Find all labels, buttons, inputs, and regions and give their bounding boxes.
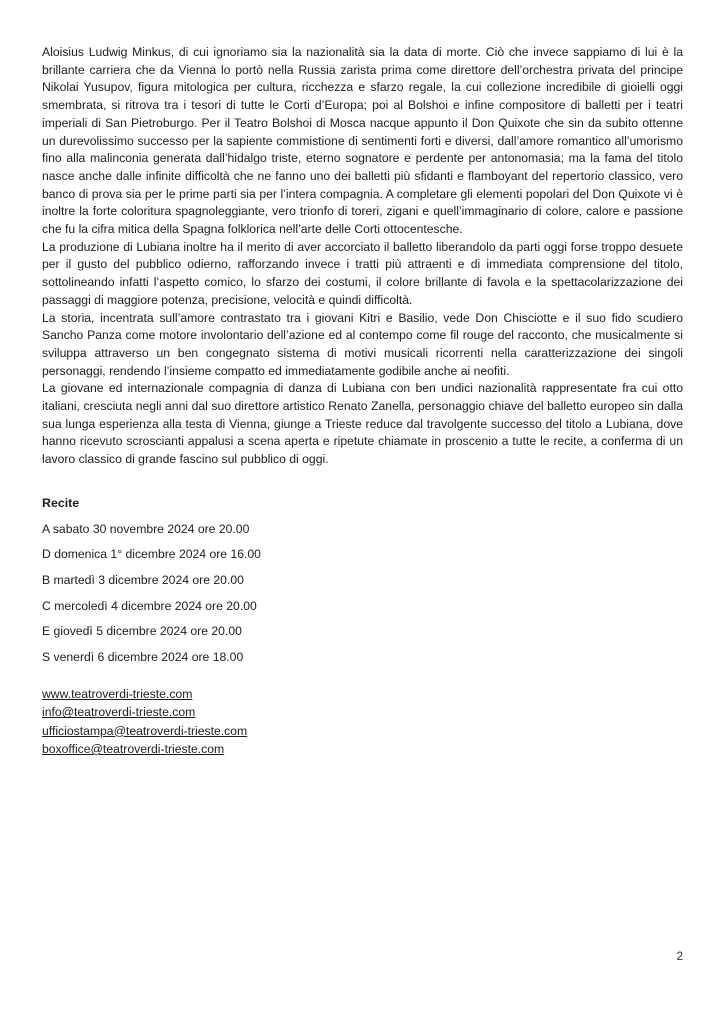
article-body (42, 44, 683, 469)
paragraph-produzione-lubiana: La produzione di Lubiana inoltre ha il merito di aver accorciato il balletto liberandolo da parti oggi forse troppo desuete per il gusto del pubblico odierno, rafforzando invece i tratti più attraenti e di immediata comprensione del titolo, sottolineando infatti l’aspetto comico, lo sfarzo dei costumi, il colore brillante di favola e la spettacolarizzazione dei passaggi di maggiore potenza, precisione, velocità e quindi difficoltà. (42, 239, 683, 307)
boxoffice-email-link[interactable]: boxoffice@teatroverdi-trieste.com (42, 742, 225, 757)
press-office-email-link[interactable]: ufficiostampa@teatroverdi-trieste.com (42, 723, 248, 738)
recite-heading: Recite (42, 495, 80, 510)
paragraph-compagnia: La giovane ed internazionale compagnia di danza di Lubiana con ben undici nazionalità rappresentate fra cui otto italiani, cresciuta negli anni dal suo direttore artistico Renato Zanella, personaggio chiave del balletto europeo sin dalla sua lunga esperienza alla testa di Vienna, giunge a Trieste reduce dal travolgente successo del titolo a Lubiana, dove hanno ricevuto scroscianti appalusi a scena aperta e ripetute chiamate in proscenio a tutte le recite, a conferma di un lavoro classico di grande fascino sul pubblico di oggi. (42, 381, 683, 467)
performance-item: C mercoledì 4 dicembre 2024 ore 20.00 (42, 598, 257, 613)
performance-item: E giovedì 5 dicembre 2024 ore 20.00 (42, 624, 242, 639)
paragraph-storia: La storia, incentrata sull’amore contrastato tra i giovani Kitri e Basilio, vede Don Chisciotte e il suo fido scudiero Sancho Panza come motore involontario dell’azione ed al contempo come fil rouge del racconto, che musicalmente si sviluppa attraverso un ben congegnato sistema di motivi musicali ricorrenti nella caratterizzazione dei singoli personaggi, rendendo l’insieme compatto ed immediatamente godibile anche ai neofiti. (42, 310, 683, 378)
performance-schedule (42, 521, 683, 667)
performance-item: A sabato 30 novembre 2024 ore 20.00 (42, 521, 250, 536)
performance-item: D domenica 1° dicembre 2024 ore 16.00 (42, 547, 261, 562)
paragraph-minkus-bio: Aloisius Ludwig Minkus, di cui ignoriamo sia la nazionalità sia la data di morte. Ciò che invece sappiamo di lui è la brillante carriera che da Vienna lo portò nella Russia zarista prima come direttore dell’orchestra privata del principe Nikolai Yusupov, figura mitologica per cultura, ricchezza e sfarzo regale, la cui collezione incredibile di gioielli oggi smembrata, si ritrova tra i tesori di tutte le Corti d’Europa; poi al Bolshoi e infine compositore di balletti per i teatri imperiali di San Pietroburgo. Per il Teatro Bolshoi di Mosca nacque appunto il Don Quixote che sin da subito ottenne un durevolissimo successo per la sapiente commistione di sentimenti forti e diversi, dall’amore romantico all’umorismo fino alla malinconia generata dall’hidalgo triste, eterno sognatore e perdente per antonomasia; ma la fama del titolo nasce anche dalle infinite difficoltà che ne fanno uno dei balletti più sfidanti e flamboyant del repertorio classico, vero banco di prova sia per le prime parti sia per l’intera compagnia. A completare gli elementi popolari del Don Quixote vi è inoltre la forte coloritura spagnoleggiante, vero trionfo di toreri, zigani e quell’immaginario di colore, calore e passione che fu la cifra mitica della Spagna folklorica nell’arte delle Corti ottocentesche. (42, 45, 683, 237)
page-content (42, 44, 683, 758)
contact-links (42, 685, 683, 759)
performance-item: B martedì 3 dicembre 2024 ore 20.00 (42, 572, 244, 587)
performance-item: S venerdì 6 dicembre 2024 ore 18.00 (42, 650, 244, 665)
page-number: 2 (676, 951, 683, 963)
website-link[interactable]: www.teatroverdi-trieste.com (42, 686, 193, 701)
info-email-link[interactable]: info@teatroverdi-trieste.com (42, 705, 196, 720)
